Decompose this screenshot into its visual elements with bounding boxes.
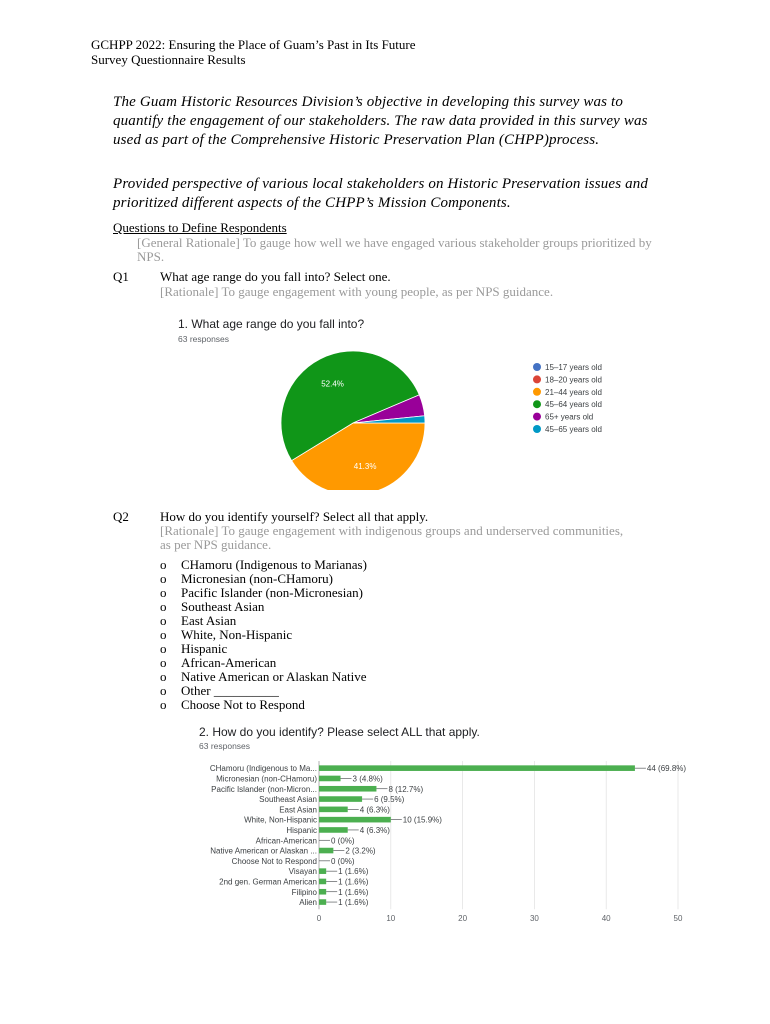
list-item	[160, 600, 367, 614]
q2-rationale: [Rationale] To gauge engagement with indigenous groups and underserved communities, as per NPS guidance.	[160, 523, 624, 552]
legend-swatch	[533, 400, 541, 408]
value-label: 4 (6.3%)	[359, 805, 390, 815]
bar-chart-subtitle: 63 responses	[199, 741, 251, 751]
y-category-label: East Asian	[279, 805, 317, 815]
list-item	[160, 614, 367, 628]
value-label: 6 (9.5%)	[374, 795, 405, 805]
value-label: 1 (1.6%)	[338, 887, 369, 897]
bullet-marker: o	[160, 599, 167, 614]
bar	[319, 827, 348, 833]
legend-swatch	[533, 425, 541, 433]
section-rationale	[137, 236, 667, 264]
bar	[319, 765, 635, 771]
legend-swatch	[533, 375, 541, 383]
bar	[319, 879, 326, 885]
legend-label: 45–64 years old	[545, 400, 602, 410]
bar-text	[210, 764, 687, 923]
bullet-marker: o	[160, 683, 167, 698]
pie-chart-title: 1. What age range do you fall into?	[178, 317, 365, 331]
list-item	[160, 628, 367, 642]
bullet-marker: o	[160, 613, 167, 628]
option-label: Other __________	[181, 683, 279, 698]
bullet-marker: o	[160, 697, 167, 712]
y-category-label: Visayan	[288, 867, 317, 877]
list-item	[160, 656, 367, 670]
y-category-label: CHamoru (Indigenous to Ma...	[209, 764, 317, 774]
option-label: Micronesian (non-CHamoru)	[181, 571, 333, 586]
bullet-marker: o	[160, 641, 167, 656]
q2-text: How do you identify yourself? Select all that apply.	[160, 509, 429, 524]
option-label: Choose Not to Respond	[181, 697, 305, 712]
y-category-label: Choose Not to Respond	[231, 856, 317, 866]
option-label: CHamoru (Indigenous to Marianas)	[181, 557, 367, 572]
value-label: 10 (15.9%)	[402, 815, 442, 825]
option-label: Southeast Asian	[181, 599, 265, 614]
q2-options-list	[160, 558, 367, 712]
header-subtitle: Survey Questionnaire Results	[91, 52, 246, 67]
bar	[319, 899, 326, 905]
y-category-label: Pacific Islander (non-Micron...	[211, 784, 317, 794]
legend-label: 21–44 years old	[545, 387, 602, 397]
y-category-label: 2nd gen. German American	[219, 877, 317, 887]
bar	[319, 776, 341, 782]
value-label: 0 (0%)	[331, 836, 355, 846]
bar	[319, 786, 376, 792]
list-item	[160, 684, 367, 698]
bullet-marker: o	[160, 585, 167, 600]
intro-paragraph-perspective: Provided perspective of various local stakeholders on Historic Preservation issues and prioritized different aspects of the CHPP’s Mission Components.	[113, 176, 649, 211]
y-category-label: White, Non-Hispanic	[244, 815, 317, 825]
bullet-marker: o	[160, 627, 167, 642]
value-label: 1 (1.6%)	[338, 877, 369, 887]
bar	[319, 889, 326, 895]
value-label: 3 (4.8%)	[352, 774, 383, 784]
q1-number: Q1	[113, 269, 129, 284]
x-tick-label: 30	[529, 914, 539, 924]
bar	[319, 796, 362, 802]
document-header	[91, 37, 416, 67]
pie-legend	[533, 363, 602, 434]
list-item	[160, 670, 367, 684]
x-tick-label: 0	[316, 914, 322, 924]
q1-text: What age range do you fall into? Select one.	[160, 269, 391, 284]
option-label: African-American	[181, 655, 277, 670]
pie-slice-label: 41.3%	[353, 461, 377, 471]
x-tick-label: 40	[601, 914, 611, 924]
legend-swatch	[533, 413, 541, 421]
list-item	[160, 558, 367, 572]
legend-label: 65+ years old	[545, 412, 594, 422]
list-item	[160, 642, 367, 656]
bar-chart	[170, 758, 730, 928]
section-title: Questions to Define Respondents	[113, 220, 287, 235]
option-label: Native American or Alaskan Native	[181, 669, 367, 684]
legend-label: 15–17 years old	[545, 363, 602, 372]
x-tick-label: 50	[673, 914, 683, 924]
value-label: 1 (1.6%)	[338, 898, 369, 908]
q1-rationale: [Rationale] To gauge engagement with young people, as per NPS guidance.	[160, 284, 554, 299]
legend-swatch	[533, 363, 541, 371]
value-label: 0 (0%)	[331, 856, 355, 866]
list-item	[160, 586, 367, 600]
list-item	[160, 698, 367, 712]
option-label: Pacific Islander (non-Micronesian)	[181, 585, 363, 600]
pie-slice-label: 52.4%	[321, 379, 344, 389]
list-item	[160, 572, 367, 586]
y-category-label: African-American	[255, 836, 317, 846]
header-title: GCHPP 2022: Ensuring the Place of Guam’s Past in Its Future	[91, 37, 416, 52]
q2-number: Q2	[113, 509, 129, 524]
value-label: 44 (69.8%)	[646, 764, 687, 774]
bar	[319, 817, 391, 823]
y-category-label: Southeast Asian	[259, 795, 317, 805]
y-category-label: Native American or Alaskan ...	[210, 846, 317, 856]
intro-paragraph-objective: The Guam Historic Resources Division’s objective in developing this survey was to quantify the engagement of our stakeholders. The raw data provided in this survey was used as part of the Comprehensive Historic Preservation Plan (CHPP)process.	[113, 94, 648, 148]
section-rationale-text: [General Rationale] To gauge how well we have engaged various stakeholder groups prioritized by NPS.	[137, 235, 652, 264]
legend-label: 18–20 years old	[545, 375, 602, 385]
bar-chart-title: 2. How do you identify? Please select ALL that apply.	[199, 725, 480, 739]
y-category-label: Micronesian (non-CHamoru)	[216, 774, 317, 784]
pie-chart	[260, 350, 700, 490]
legend-label: 45–65 years old	[545, 425, 602, 434]
y-category-label: Filipino	[291, 887, 317, 897]
x-tick-label: 20	[458, 914, 468, 924]
y-category-label: Alien	[299, 898, 317, 908]
bar	[319, 868, 326, 874]
pie-chart-subtitle: 63 responses	[178, 334, 230, 344]
bullet-marker: o	[160, 557, 167, 572]
value-label: 4 (6.3%)	[359, 825, 390, 835]
bar	[319, 848, 333, 854]
y-category-label: Hispanic	[286, 825, 317, 835]
option-label: Hispanic	[181, 641, 228, 656]
value-label: 2 (3.2%)	[345, 846, 376, 856]
option-label: East Asian	[181, 613, 237, 628]
bullet-marker: o	[160, 571, 167, 586]
value-label: 8 (12.7%)	[388, 784, 424, 794]
x-tick-label: 10	[386, 914, 396, 924]
bar	[319, 807, 348, 813]
value-label: 1 (1.6%)	[338, 867, 369, 877]
bullet-marker: o	[160, 669, 167, 684]
legend-swatch	[533, 388, 541, 396]
bullet-marker: o	[160, 655, 167, 670]
option-label: White, Non-Hispanic	[181, 627, 293, 642]
